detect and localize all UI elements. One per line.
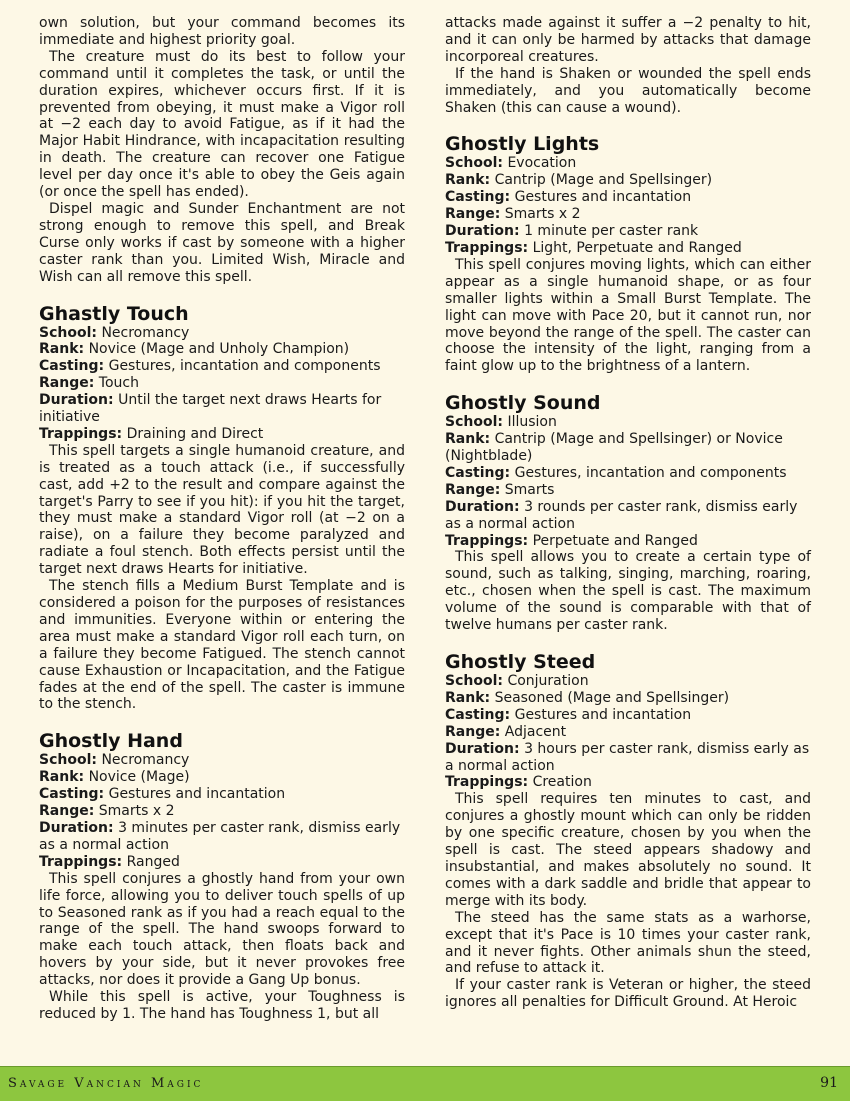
spell-casting: Casting: Gestures and incantation bbox=[445, 706, 692, 723]
intro-paragraph: If the hand is Shaken or wounded the spell ends immediately, and you automatically become Shaken (this can cause a wound). bbox=[445, 65, 811, 116]
spell-duration: Duration: 3 hours per caster rank, dismiss early as a normal action bbox=[445, 740, 810, 774]
spell-school: School: Necromancy bbox=[39, 752, 190, 769]
spell-school: School: Necromancy bbox=[39, 324, 190, 341]
spell-rank: Rank: Novice (Mage) bbox=[39, 769, 190, 786]
spell-description: The stench fills a Medium Burst Template and is considered a poison for the purposes of resistances and immunities. Everyone within or entering the area must make a standard Vigor roll each turn, on a failure they become Fatigued. The stench cannot cause Exhaustion or Incapacitation, and the Fatigue fades at the end of the spell. The caster is immune to the stench. bbox=[39, 578, 405, 713]
spell-title: Ghostly Sound bbox=[445, 392, 601, 415]
spell-trappings: Trappings: Perpetuate and Ranged bbox=[445, 532, 698, 549]
spell-casting: Casting: Gestures, incantation and components bbox=[39, 358, 381, 375]
spell-ghostly-steed bbox=[445, 651, 811, 1011]
spell-ghastly-touch bbox=[39, 303, 405, 714]
spell-description: If your caster rank is Veteran or higher, the steed ignores all penalties for Difficult Ground. At Heroic bbox=[445, 977, 811, 1011]
intro-paragraph: Dispel magic and Sunder Enchantment are not strong enough to remove this spell, and Break Curse only works if cast by someone with a higher caster rank than you. Limited Wish, Miracle and Wish can all remove this spell. bbox=[39, 200, 405, 285]
spell-school: School: Evocation bbox=[445, 155, 577, 172]
spell-duration: Duration: 3 rounds per caster rank, dismiss early as a normal action bbox=[445, 498, 798, 532]
spell-description: This spell conjures moving lights, which can either appear as a single humanoid shape, or as four smaller lights within a Small Burst Template. The light can move with Pace 20, but it cannot run, nor move beyond the range of the spell. The caster can choose the intensity of the light, ranging from a faint glow up to the brightness of a lantern. bbox=[445, 256, 811, 375]
spell-range: Range: Adjacent bbox=[445, 723, 567, 740]
spell-description: This spell allows you to create a certain type of sound, such as talking, singing, marching, roaring, etc., chosen when the spell is cast. The maximum volume of the sound is comparable with that of twelve humans per caster rank. bbox=[445, 549, 811, 634]
spell-casting: Casting: Gestures, incantation and components bbox=[445, 464, 787, 481]
spell-title: Ghostly Steed bbox=[445, 651, 596, 673]
spell-casting: Casting: Gestures and incantation bbox=[445, 189, 692, 206]
spell-duration: Duration: Until the target next draws Hearts for initiative bbox=[39, 392, 382, 426]
spell-description: While this spell is active, your Toughness is reduced by 1. The hand has Toughness 1, but all bbox=[39, 989, 405, 1022]
spell-range: Range: Touch bbox=[39, 375, 139, 392]
spell-description: The steed has the same stats as a warhorse, except that it's Pace is 10 times your caster rank, and it never fights. Other animals shun the steed, and refuse to attack it. bbox=[445, 909, 811, 977]
page-footer bbox=[0, 1066, 850, 1101]
spell-ghostly-lights bbox=[445, 133, 811, 375]
spell-title: Ghostly Lights bbox=[445, 133, 600, 156]
spell-trappings: Trappings: Light, Perpetuate and Ranged bbox=[445, 239, 742, 256]
spell-rank: Rank: Novice (Mage and Unholy Champion) bbox=[39, 341, 350, 358]
spell-rank: Rank: Cantrip (Mage and Spellsinger) or Novice (Nightblade) bbox=[445, 431, 783, 465]
intro-paragraph: attacks made against it suffer a −2 penalty to hit, and it can only be harmed by attacks that damage incorporeal creatures. bbox=[445, 15, 811, 65]
spell-rank: Rank: Seasoned (Mage and Spellsinger) bbox=[445, 689, 730, 706]
spell-school: School: Illusion bbox=[445, 414, 557, 431]
intro-paragraph: own solution, but your command becomes its immediate and highest priority goal. bbox=[39, 15, 405, 48]
spell-rank: Rank: Cantrip (Mage and Spellsinger) bbox=[445, 172, 713, 189]
spell-trappings: Trappings: Creation bbox=[445, 774, 592, 791]
spell-description: This spell targets a single humanoid creature, and is treated as a touch attack (i.e., if successfully cast, add +2 to the result and compare against the target's Parry to see if you hit): if you hit the target, they must make a standard Vigor roll (at −2 on a raise), on a failure they become paralyzed and radiate a foul stench. Both effects persist until the target next draws Hearts for initiative. bbox=[39, 442, 405, 578]
spell-ghostly-hand bbox=[39, 730, 405, 1023]
spell-ghostly-sound bbox=[445, 392, 811, 634]
spell-range: Range: Smarts x 2 bbox=[445, 206, 581, 223]
spell-range: Range: Smarts x 2 bbox=[39, 803, 175, 820]
spell-range: Range: Smarts bbox=[445, 481, 555, 498]
spell-trappings: Trappings: Draining and Direct bbox=[39, 425, 264, 442]
spell-casting: Casting: Gestures and incantation bbox=[39, 786, 286, 803]
intro-paragraph: The creature must do its best to follow your command until it completes the task, or until the duration expires, whichever occurs first. If it is prevented from obeying, it must make a Vigor roll at −2 each day to avoid Fatigue, as if it had the Major Habit Hindrance, with incapacitation resulting in death. The creature can recover one Fatigue level per day once it's able to obey the Geis again (or once the spell has ended). bbox=[39, 48, 405, 201]
spell-duration: Duration: 1 minute per caster rank bbox=[445, 223, 699, 240]
spell-description: This spell conjures a ghostly hand from your own life force, allowing you to deliver touch spells of up to Seasoned rank as if you had a reach equal to the range of the spell. The hand swoops forward to make each touch attack, then floats back and hovers by your side, but it never provokes free attacks, nor does it provide a Gang Up bonus. bbox=[39, 870, 405, 989]
left-column bbox=[39, 15, 405, 1023]
page-number: 91 bbox=[820, 1075, 838, 1091]
spell-trappings: Trappings: Ranged bbox=[39, 853, 180, 870]
spell-title: Ghastly Touch bbox=[39, 302, 189, 325]
footer-book-title: Savage Vancian Magic bbox=[8, 1076, 204, 1091]
right-column bbox=[445, 15, 811, 1011]
spell-description: This spell requires ten minutes to cast, and conjures a ghostly mount which can only be ridden by one specific creature, chosen by you when the spell is cast. The steed appears shadowy and insubstantial, and makes absolutely no sound. It comes with a dark saddle and bridle that appear to merge with its body. bbox=[445, 791, 811, 909]
spell-duration: Duration: 3 minutes per caster rank, dismiss early as a normal action bbox=[39, 819, 401, 853]
spell-title: Ghostly Hand bbox=[39, 730, 183, 753]
spell-school: School: Conjuration bbox=[445, 673, 589, 689]
